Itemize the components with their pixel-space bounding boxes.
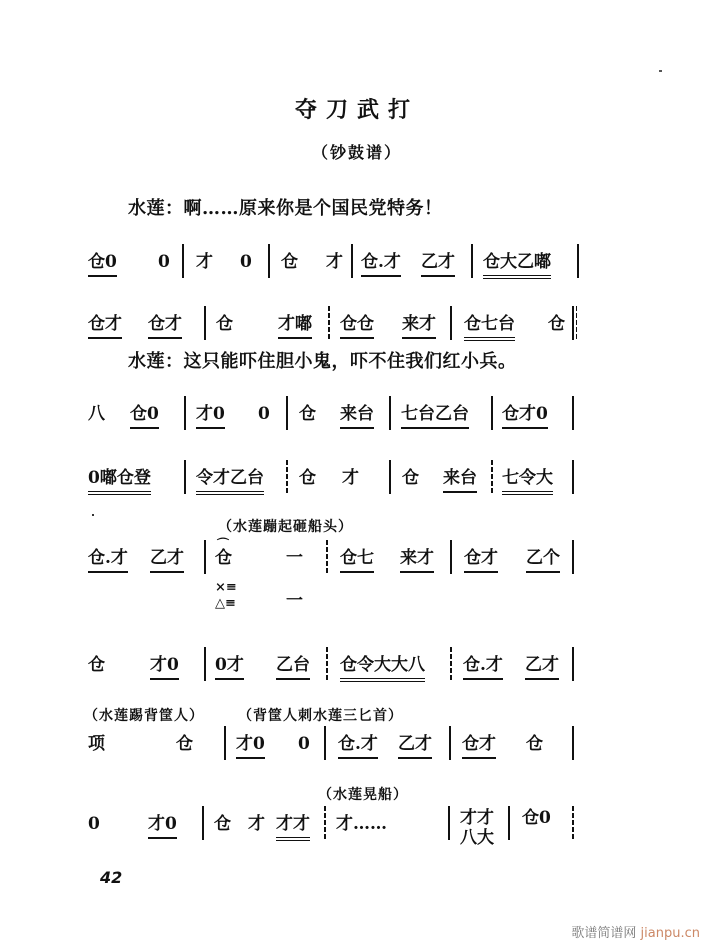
barline	[204, 306, 206, 340]
barline	[184, 396, 186, 430]
notation-row-1	[88, 250, 608, 284]
beat: 才	[326, 252, 343, 272]
beat: 0	[258, 404, 270, 424]
beat: 七台乙台	[401, 402, 469, 429]
stray-mark	[659, 70, 662, 72]
beat: 仓	[548, 314, 565, 334]
barline	[202, 806, 204, 840]
double-barline	[572, 306, 574, 340]
beat: 才0	[236, 732, 265, 759]
triangle-roll-symbol: △≡	[215, 596, 236, 611]
beat: 仓大乙嘟	[483, 250, 551, 279]
barline	[450, 306, 452, 340]
barline	[286, 460, 288, 494]
barline	[328, 306, 330, 340]
watermark	[571, 922, 700, 941]
speech-line-1: 水莲：啊……原来你是个国民党特务！	[128, 198, 443, 219]
beat: 来才	[400, 546, 434, 573]
barline	[224, 726, 226, 760]
beat: 0嘟仓登	[88, 466, 151, 495]
beat: 才0	[150, 653, 179, 680]
barline	[577, 244, 579, 278]
beat: 仓才	[88, 312, 122, 339]
beat: 七令大	[502, 466, 553, 495]
barline	[572, 460, 574, 494]
beat: 0才	[215, 653, 244, 680]
stage-direction: （水莲踢背筐人）	[84, 708, 204, 724]
barline	[204, 647, 206, 681]
beat: 仓仓	[340, 312, 374, 339]
beat: 仓.才	[338, 732, 378, 759]
beat-with-fermata: ⌒ 仓	[215, 546, 232, 570]
sustain-dash: 一	[286, 548, 303, 568]
beat: 来台	[340, 402, 374, 429]
beat: 0	[88, 814, 100, 834]
beat: 仓	[299, 404, 316, 424]
beat: 仓0	[88, 250, 117, 277]
barline	[450, 540, 452, 574]
beat: 仓.才	[361, 250, 401, 277]
barline	[389, 396, 391, 430]
beat: 乙才	[525, 653, 559, 680]
barline	[351, 244, 353, 278]
notation-row-4	[88, 466, 608, 500]
barline	[326, 540, 328, 574]
double-barline	[576, 306, 577, 340]
page-title: 夺刀武打	[294, 98, 419, 123]
barline	[491, 460, 493, 494]
barline	[508, 806, 510, 840]
barline	[324, 806, 326, 840]
beat: 仓	[176, 734, 193, 754]
watermark-latin: jianpu.cn	[640, 926, 700, 941]
percussion-symbols	[215, 580, 237, 612]
beat: 仓	[402, 468, 419, 488]
beat: 仓才	[148, 312, 182, 339]
beat: 来才	[402, 312, 436, 339]
beat: 才	[342, 468, 359, 488]
beat: 乙个	[526, 546, 560, 573]
beat: 仓.才	[88, 546, 128, 573]
beat: 乙才	[150, 546, 184, 573]
barline	[572, 806, 574, 840]
beat: 仓0	[522, 808, 551, 828]
beat: 仓	[281, 252, 298, 272]
page-subtitle: （钞鼓谱）	[311, 143, 402, 162]
barline	[471, 244, 473, 278]
beat: 乙才	[398, 732, 432, 759]
stage-direction: （水莲蹦起砸船头）	[218, 519, 353, 535]
barline	[182, 244, 184, 278]
beat: 仓	[88, 655, 105, 675]
beat: 仓七	[340, 546, 374, 573]
beat: 仓	[299, 468, 316, 488]
beat: 仓	[526, 734, 543, 754]
beat: 来台	[443, 466, 477, 493]
beat: 0	[158, 252, 170, 272]
beat: 才	[248, 814, 265, 834]
watermark-cn: 歌谱简谱网	[571, 926, 637, 941]
barline	[572, 396, 574, 430]
cross-roll-symbol: ×≡	[215, 580, 237, 595]
beat: 才0	[148, 812, 177, 839]
stage-direction: （水莲晃船）	[318, 787, 408, 803]
beat: 八	[88, 404, 105, 424]
beat: 才……	[336, 814, 387, 834]
sustain-dash: 一	[286, 591, 303, 611]
beat: 才	[196, 252, 213, 272]
barline	[572, 540, 574, 574]
beat: 乙才	[421, 250, 455, 277]
barline	[572, 726, 574, 760]
barline	[268, 244, 270, 278]
beat: 仓	[216, 314, 233, 334]
beat: 仓才0	[502, 402, 548, 429]
beat: 乙台	[276, 653, 310, 680]
beat: 0	[298, 734, 310, 754]
notation-row-2	[88, 312, 608, 346]
stage-direction: （背筐人刺水莲三匕首）	[238, 708, 403, 724]
stray-dot	[92, 514, 94, 516]
notation-row-7	[88, 732, 608, 766]
notation-row-3	[88, 402, 608, 436]
beat: 仓七台	[464, 312, 515, 341]
page-number: 42	[100, 868, 123, 887]
barline	[491, 396, 493, 430]
beat: 才0	[196, 402, 225, 429]
barline	[204, 540, 206, 574]
barline	[184, 460, 186, 494]
beat: 仓0	[130, 402, 159, 429]
beat: 仓令大大八	[340, 653, 425, 682]
fermata-icon: ⌒	[217, 537, 230, 551]
notation-row-6	[88, 653, 608, 687]
beat: 仓.才	[463, 653, 503, 680]
beat-lower: 八大	[460, 828, 494, 848]
barline	[326, 647, 328, 681]
beat: 令才乙台	[196, 466, 264, 495]
barline	[324, 726, 326, 760]
beat: 才嘟	[278, 312, 312, 339]
beat: 仓才	[464, 546, 498, 573]
beat: 0	[240, 252, 252, 272]
beat: 才才	[276, 812, 310, 841]
barline	[572, 647, 574, 681]
barline	[448, 806, 450, 840]
speech-line-2: 水莲：这只能吓住胆小鬼，吓不住我们红小兵。	[128, 351, 517, 372]
barline	[286, 396, 288, 430]
notation-row-8	[88, 808, 608, 848]
barline	[450, 647, 452, 681]
beat: 仓才	[462, 732, 496, 759]
beat: 项	[88, 734, 105, 754]
beat: 仓	[214, 814, 231, 834]
barline	[449, 726, 451, 760]
barline	[389, 460, 391, 494]
notation-row-5	[88, 537, 608, 580]
beat-upper: 才才	[460, 808, 494, 828]
